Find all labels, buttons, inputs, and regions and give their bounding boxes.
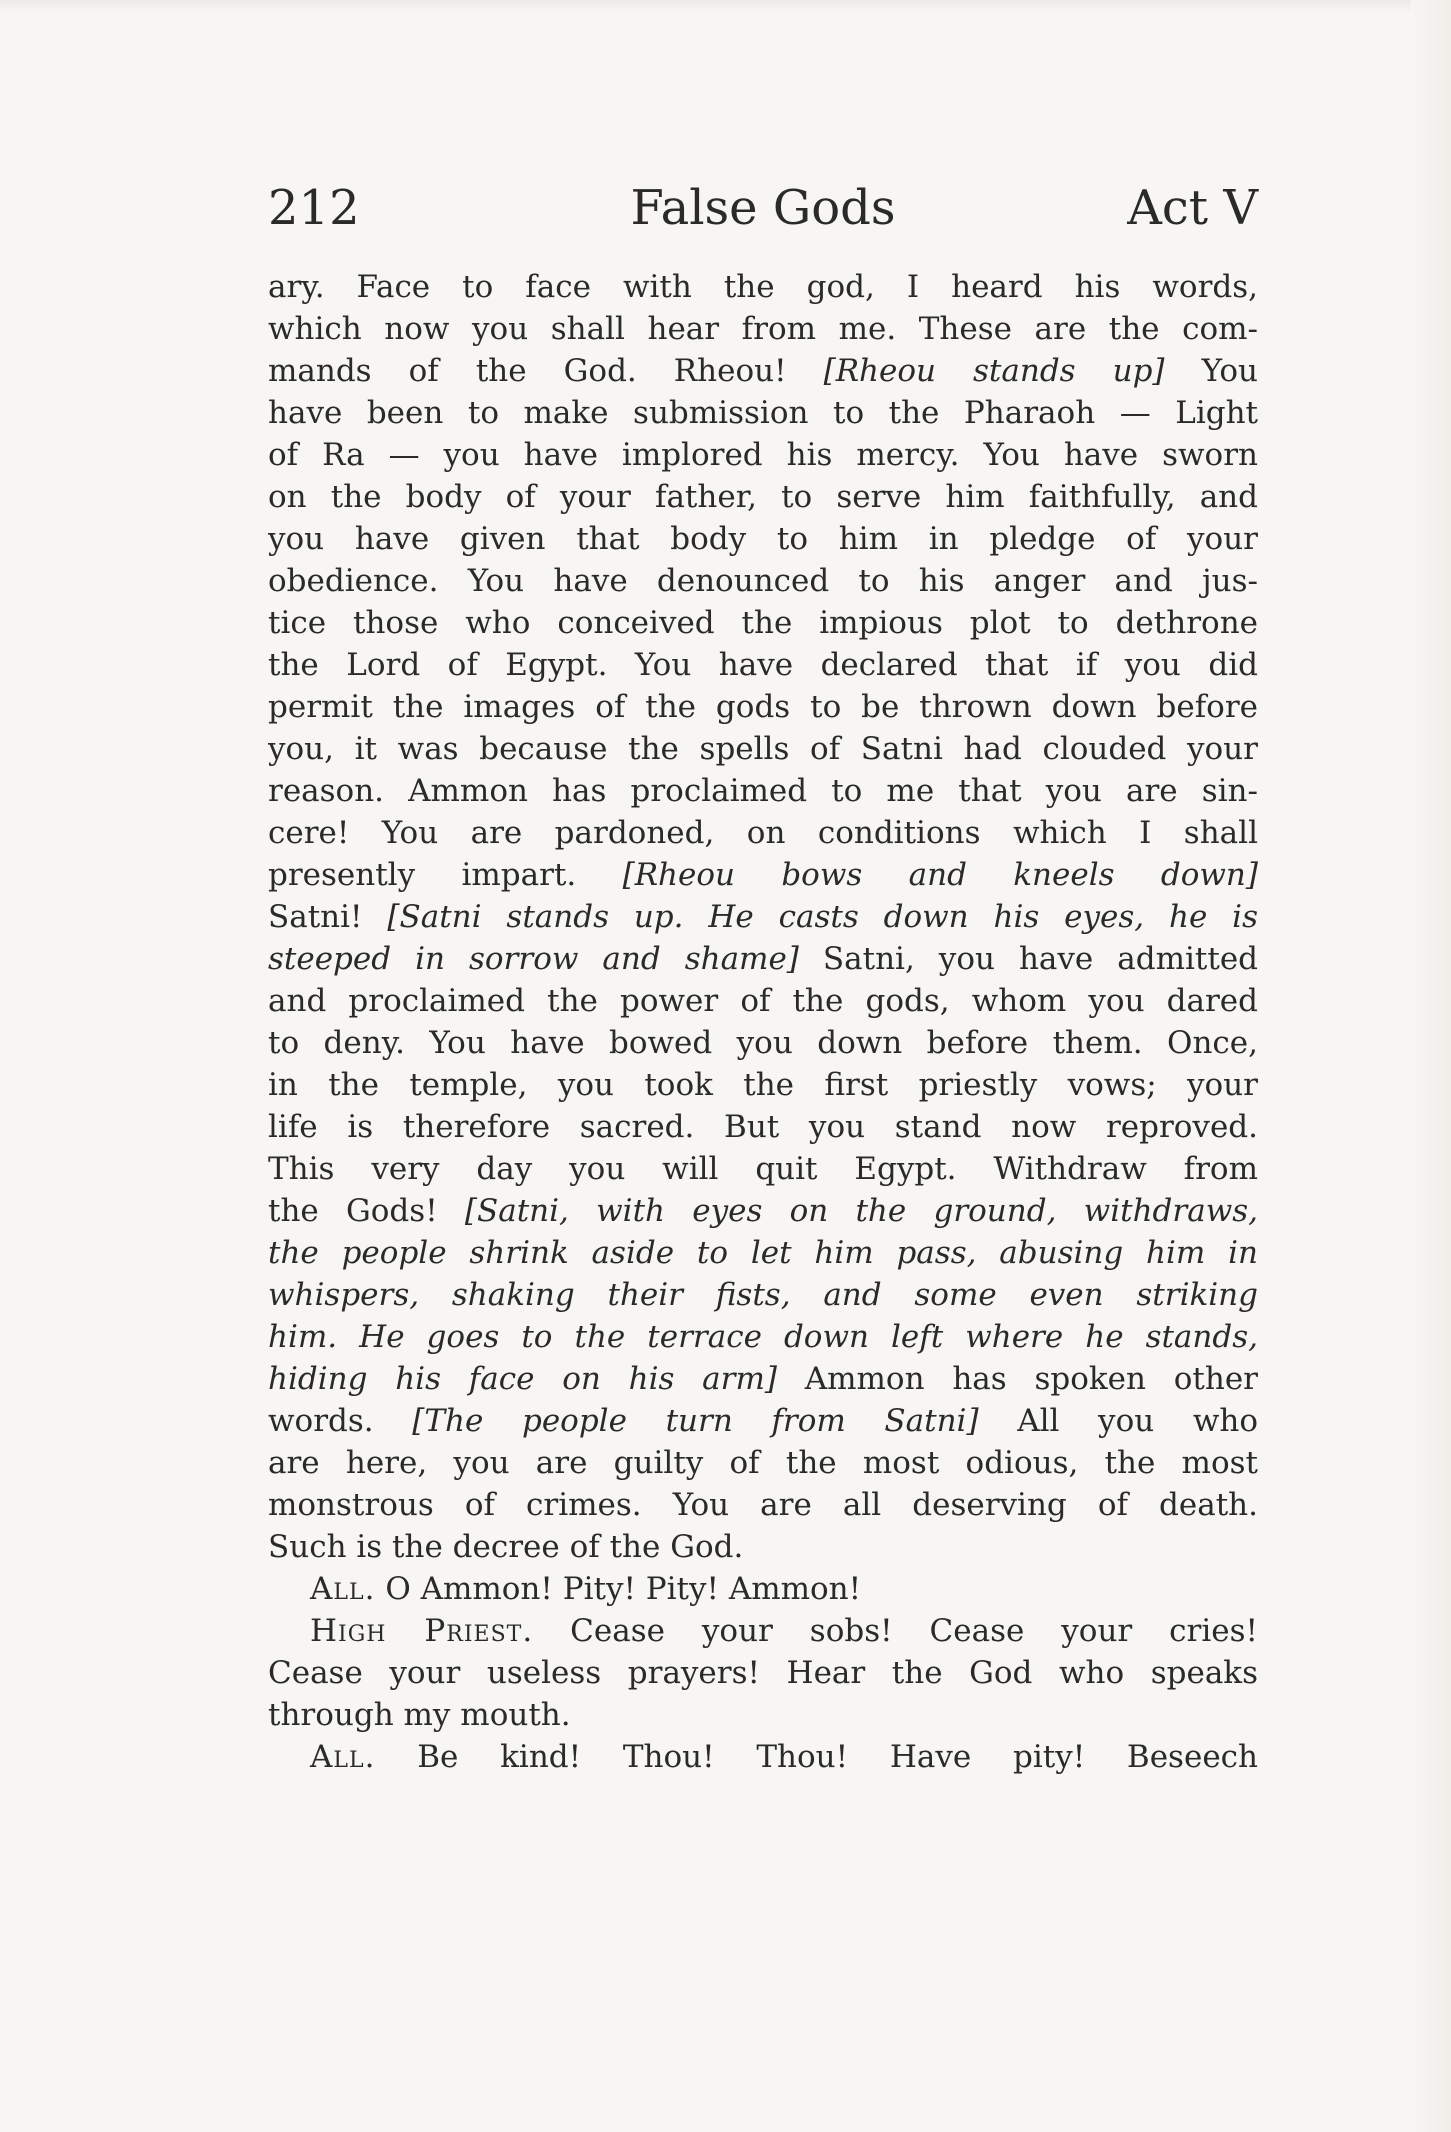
line-text: of Ra — you have implored his mercy. You have sworn xyxy=(268,437,1258,473)
text-line xyxy=(268,728,1258,770)
line-text: mands of the God. Rheou! xyxy=(268,353,824,389)
stage-direction: hiding his face on his arm] xyxy=(268,1361,777,1397)
text-line xyxy=(268,1316,1258,1358)
text-line xyxy=(268,1442,1258,1484)
line-text: obedience. You have denounced to his anger and jus- xyxy=(268,563,1258,599)
line-text: Satni! xyxy=(268,899,388,935)
line-text: permit the images of the gods to be thrown down before xyxy=(268,689,1258,725)
text-line xyxy=(268,266,1258,308)
text-line xyxy=(268,812,1258,854)
line-text: words. xyxy=(268,1403,413,1439)
text-line xyxy=(268,1526,1258,1568)
text-line xyxy=(268,1190,1258,1232)
scan-edge-right xyxy=(1411,0,1451,2132)
line-text: in the temple, you took the first priestly vows; your xyxy=(268,1067,1258,1103)
scan-edge-top xyxy=(0,0,1451,14)
text-line xyxy=(268,392,1258,434)
line-text: Cease your useless prayers! Hear the God who speaks xyxy=(268,1655,1258,1691)
text-line xyxy=(268,1106,1258,1148)
line-text: reason. Ammon has proclaimed to me that you are sin- xyxy=(268,773,1258,809)
running-header xyxy=(268,178,1258,238)
text-line xyxy=(268,1610,1258,1652)
text-line xyxy=(268,1064,1258,1106)
text-line xyxy=(268,1736,1258,1778)
line-text: the Lord of Egypt. You have declared that if you did xyxy=(268,647,1258,683)
line-text: you have given that body to him in pledge of your xyxy=(268,521,1258,557)
line-text: This very day you will quit Egypt. Withdraw from xyxy=(268,1151,1258,1187)
line-text: Cease your sobs! Cease your cries! xyxy=(533,1613,1258,1649)
text-line xyxy=(268,602,1258,644)
stage-direction: steeped in sorrow and shame] xyxy=(268,941,799,977)
line-text: ary. Face to face with the god, I heard his words, xyxy=(268,269,1258,305)
line-text: have been to make submission to the Pharaoh — Light xyxy=(268,395,1258,431)
line-text: life is therefore sacred. But you stand now reproved. xyxy=(268,1109,1258,1145)
text-line xyxy=(268,644,1258,686)
stage-direction: [Rheou bows and kneels down] xyxy=(622,857,1258,893)
text-line xyxy=(268,980,1258,1022)
line-text: through my mouth. xyxy=(268,1697,571,1733)
text-line xyxy=(268,560,1258,602)
text-line xyxy=(268,1484,1258,1526)
speaker-name: High Priest. xyxy=(310,1613,534,1649)
line-text: you, it was because the spells of Satni had clouded your xyxy=(268,731,1258,767)
speaker-name: All. xyxy=(310,1739,376,1775)
text-line xyxy=(268,1568,1258,1610)
speaker-name: All. xyxy=(310,1571,376,1607)
text-line xyxy=(268,1358,1258,1400)
stage-direction: [Satni, with eyes on the ground, withdraws, xyxy=(464,1193,1258,1229)
line-text: which now you shall hear from me. These are the com- xyxy=(268,311,1258,347)
text-line xyxy=(268,1148,1258,1190)
book-title: False Gods xyxy=(630,180,896,236)
text-line xyxy=(268,1652,1258,1694)
text-line xyxy=(268,476,1258,518)
text-line xyxy=(268,686,1258,728)
text-line xyxy=(268,350,1258,392)
text-line xyxy=(268,1400,1258,1442)
text-line xyxy=(268,518,1258,560)
line-text: Such is the decree of the God. xyxy=(268,1529,744,1565)
text-line xyxy=(268,1232,1258,1274)
line-text: All you who xyxy=(978,1403,1258,1439)
text-line xyxy=(268,1274,1258,1316)
line-text: Be kind! Thou! Thou! Have pity! Beseech xyxy=(375,1739,1258,1775)
text-line xyxy=(268,854,1258,896)
line-text: on the body of your father, to serve him faithfully, and xyxy=(268,479,1258,515)
line-text: are here, you are guilty of the most odious, the most xyxy=(268,1445,1258,1481)
stage-direction: whispers, shaking their fists, and some even striking xyxy=(268,1277,1258,1313)
stage-direction: [Satni stands up. He casts down his eyes, he is xyxy=(387,899,1258,935)
line-text: You xyxy=(1164,353,1258,389)
line-text: monstrous of crimes. You are all deserving of death. xyxy=(268,1487,1258,1523)
text-line xyxy=(268,938,1258,980)
text-line xyxy=(268,308,1258,350)
line-text: Satni, you have admitted xyxy=(798,941,1258,977)
page-number: 212 xyxy=(268,180,360,236)
line-text: presently impart. xyxy=(268,857,623,893)
stage-direction: [The people turn from Satni] xyxy=(412,1403,979,1439)
line-text: to deny. You have bowed you down before them. Once, xyxy=(268,1025,1258,1061)
text-line xyxy=(268,896,1258,938)
line-text: and proclaimed the power of the gods, whom you dared xyxy=(268,983,1258,1019)
stage-direction: the people shrink aside to let him pass, abusing him in xyxy=(268,1235,1258,1271)
line-text: Ammon has spoken other xyxy=(776,1361,1258,1397)
act-label: Act V xyxy=(1127,180,1258,236)
text-line xyxy=(268,434,1258,476)
line-text: tice those who conceived the impious plot to dethrone xyxy=(268,605,1258,641)
text-line xyxy=(268,1022,1258,1064)
page-body-text xyxy=(268,266,1258,1778)
text-line xyxy=(268,770,1258,812)
text-line xyxy=(268,1694,1258,1736)
line-text: cere! You are pardoned, on conditions which I shall xyxy=(268,815,1258,851)
line-text: the Gods! xyxy=(268,1193,465,1229)
stage-direction: him. He goes to the terrace down left where he stands, xyxy=(268,1319,1258,1355)
stage-direction: [Rheou stands up] xyxy=(823,353,1165,389)
line-text: O Ammon! Pity! Pity! Ammon! xyxy=(375,1571,862,1607)
